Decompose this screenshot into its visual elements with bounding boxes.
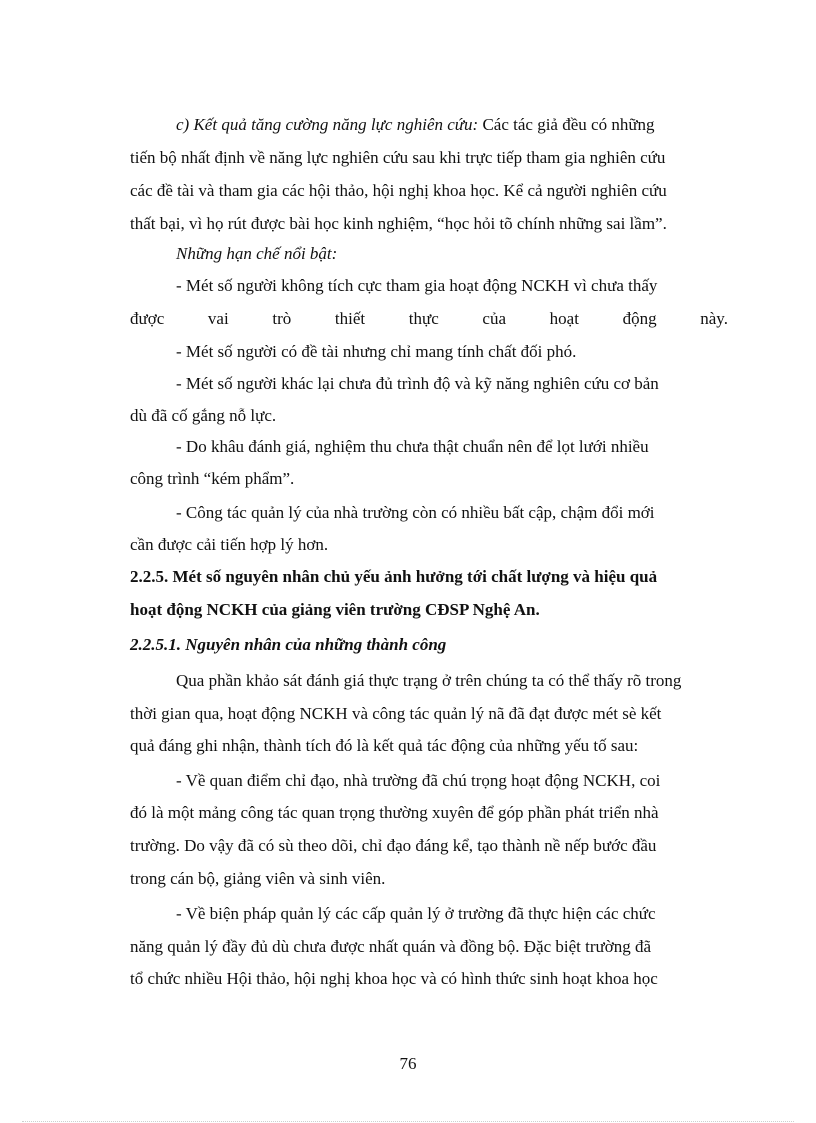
paragraph-c-line-2: tiến bộ nhất định về năng lực nghiên cứu sau khi trực tiếp tham gia nghiên cứu bbox=[130, 148, 666, 167]
limitations-heading: Những hạn chế nổi bật: bbox=[176, 244, 338, 263]
subheading-c-italic: c) Kết quả tăng cường năng lực nghiên cứu: bbox=[176, 115, 479, 134]
paragraph-c-line-1 bbox=[176, 114, 655, 136]
paragraph-survey-line-1: Qua phần khảo sát đánh giá thực trạng ở trên chúng ta có thể thấy rõ trong bbox=[176, 671, 682, 690]
paragraph-c-line-4: thất bại, vì họ rút được bài học kinh nghiệm, “học hỏi tõ chính những sai lầm”. bbox=[130, 214, 667, 233]
word: được bbox=[130, 309, 165, 328]
subsection-heading-2-2-5-1: 2.2.5.1. Nguyên nhân của những thành công bbox=[130, 635, 447, 654]
limitation-5-line-2: cần được cải tiến hợp lý hơn. bbox=[130, 535, 329, 554]
paragraph-viewpoint-line-3: trường. Do vậy đã có sù theo dõi, chỉ đạo đáng kể, tạo thành nề nếp bước đầu bbox=[130, 836, 657, 855]
word: vai bbox=[207, 309, 229, 328]
limitation-4-line-1: - Do khâu đánh giá, nghiệm thu chưa thật chuẩn nên để lọt lưới nhiều bbox=[176, 437, 649, 456]
section-heading-2-2-5-line-1: 2.2.5. Mét số nguyên nhân chủ yếu ảnh hưởng tới chất lượng và hiệu quả bbox=[130, 567, 658, 586]
limitation-1-line-2 bbox=[130, 308, 728, 330]
word: thực bbox=[408, 309, 439, 328]
paragraph-measures-line-2: năng quản lý đầy đủ dù chưa được nhất quán và đồng bộ. Đặc biệt trường đã bbox=[130, 937, 652, 956]
word: thiết bbox=[334, 309, 366, 328]
paragraph-c-line-3: các đề tài và tham gia các hội thảo, hội nghị khoa học. Kể cả người nghiên cứu bbox=[130, 181, 667, 200]
paragraph-viewpoint-line-1: - Về quan điểm chỉ đạo, nhà trường đã chú trọng hoạt động NCKH, coi bbox=[176, 771, 661, 790]
limitation-5-line-1: - Công tác quản lý của nhà trường còn có nhiều bất cập, chậm đổi mới bbox=[176, 503, 655, 522]
limitation-3-line-1: - Mét số người khác lại chưa đủ trình độ và kỹ năng nghiên cứu cơ bản bbox=[176, 374, 659, 393]
word: động bbox=[622, 309, 657, 328]
word: hoạt bbox=[549, 309, 579, 328]
page-bottom-divider bbox=[22, 1121, 794, 1122]
limitation-2: - Mét số người có đề tài nhưng chỉ mang tính chất đối phó. bbox=[176, 342, 577, 361]
limitation-3-line-2: dù đã cố gắng nỗ lực. bbox=[130, 406, 277, 425]
paragraph-survey-line-3: quả đáng ghi nhận, thành tích đó là kết quả tác động của những yếu tố sau: bbox=[130, 736, 639, 755]
word: trò bbox=[272, 309, 292, 328]
paragraph-viewpoint-line-2: đó là một mảng công tác quan trọng thường xuyên để góp phần phát triển nhà bbox=[130, 803, 659, 822]
paragraph-measures-line-3: tổ chức nhiều Hội thảo, hội nghị khoa học và có hình thức sinh hoạt khoa học bbox=[130, 969, 658, 988]
limitation-4-line-2: công trình “kém phẩm”. bbox=[130, 469, 295, 488]
limitation-1-line-1: - Mét số người không tích cực tham gia hoạt động NCKH vì chưa thấy bbox=[176, 276, 658, 295]
paragraph-measures-line-1: - Về biện pháp quản lý các cấp quản lý ở trường đã thực hiện các chức bbox=[176, 904, 656, 923]
page-number: 76 bbox=[399, 1054, 417, 1073]
paragraph-survey-line-2: thời gian qua, hoạt động NCKH và công tác quản lý nã đã đạt được mét sè kết bbox=[130, 704, 662, 723]
word: này. bbox=[700, 309, 728, 328]
word: của bbox=[482, 309, 506, 328]
paragraph-viewpoint-line-4: trong cán bộ, giảng viên và sinh viên. bbox=[130, 869, 386, 888]
section-heading-2-2-5-line-2: hoạt động NCKH của giảng viên trường CĐSP Nghệ An. bbox=[130, 600, 540, 619]
paragraph-c-text: Các tác giả đều có những bbox=[478, 115, 655, 134]
